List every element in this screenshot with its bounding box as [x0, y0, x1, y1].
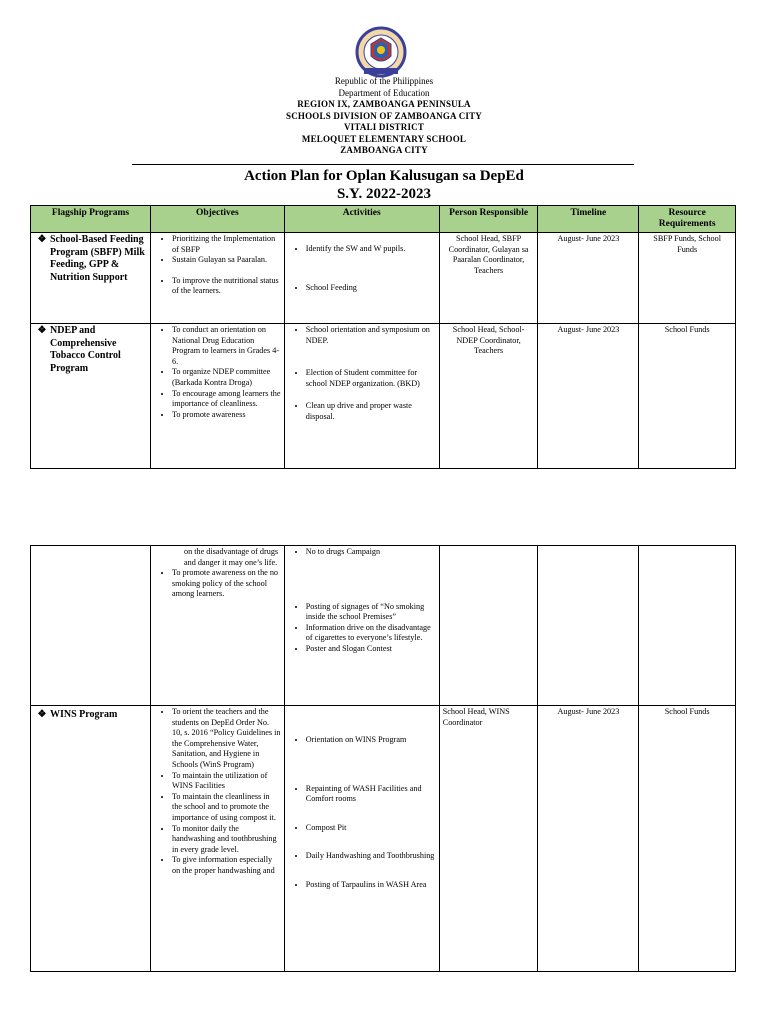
- resource-requirements: [639, 546, 736, 706]
- resource-requirements: School Funds: [639, 324, 736, 469]
- program-name: ❖ WINS Program: [34, 709, 147, 722]
- list-item: • No to drugs Campaign: [306, 547, 436, 558]
- column-header: Flagship Programs: [31, 206, 151, 233]
- resource-requirements: School Funds: [639, 706, 736, 972]
- objective-continued: on the disadvantage of drugs and danger it may one’s life.: [183, 547, 279, 567]
- header-district: VITALI DISTRICT: [343, 122, 425, 132]
- table-row: [31, 324, 736, 469]
- person-responsible: School Head, School-NDEP Coordinator, Teachers: [439, 324, 538, 469]
- column-header: Activities: [284, 206, 439, 233]
- list-item: • Clean up drive and proper waste disposal.: [306, 401, 436, 422]
- timeline: August- June 2023: [538, 233, 639, 324]
- list-item: • Orientation on WINS Program: [306, 735, 436, 746]
- title-line: Action Plan for Oplan Kalusugan sa DepEd: [244, 168, 524, 184]
- page-title: [0, 167, 768, 203]
- objectives-list: [154, 707, 281, 877]
- action-plan-table: [30, 205, 736, 469]
- list-item: • Posting of signages of “No smoking inside the school Premises”: [306, 602, 436, 623]
- list-item: • To conduct an orientation on National Drug Education Program to learners in Grades 4-6.: [172, 325, 281, 367]
- header-line: Republic of the Philippines: [334, 76, 434, 86]
- deped-seal-icon: [350, 26, 412, 78]
- list-item: • To orient the teachers and the students on DepEd Order No. 10, s. 2016 “Policy Guidelines in the Comprehensive Water, Sanitation, and Hygiene in Schools (WinS Program): [172, 707, 281, 771]
- diamond-bullet-icon: ❖: [37, 325, 47, 336]
- timeline: [538, 546, 639, 706]
- objectives-list: [154, 568, 281, 600]
- list-item: • To promote awareness: [172, 410, 281, 421]
- list-item: • Election of Student committee for school NDEP organization. (BKD): [306, 368, 436, 389]
- list-item: • Identify the SW and W pupils.: [306, 244, 436, 255]
- person-responsible: School Head, WINS Coordinator: [439, 706, 538, 972]
- list-item: • To encourage among learners the importance of cleanliness.: [172, 389, 281, 410]
- program-name: [31, 546, 151, 706]
- header-school: MELOQUET ELEMENTARY SCHOOL: [301, 133, 467, 144]
- list-item: • Compost Pit: [306, 823, 436, 834]
- action-plan-table-continued: [30, 545, 736, 972]
- list-item: • To maintain the cleanliness in the school and to promote the importance of using compost it.: [172, 792, 281, 824]
- table-header-row: [31, 206, 736, 233]
- column-header: Person Responsible: [439, 206, 538, 233]
- header-city: ZAMBOANGA CITY: [340, 145, 428, 155]
- list-item: • To improve the nutritional status of the learners.: [172, 276, 281, 297]
- list-item: • School orientation and symposium on NDEP.: [306, 325, 436, 346]
- table-row: [31, 233, 736, 324]
- table-row: [31, 706, 736, 972]
- resource-requirements: SBFP Funds, School Funds: [639, 233, 736, 324]
- list-item: • To promote awareness on the no smoking policy of the school among learners.: [172, 568, 281, 600]
- timeline: August- June 2023: [538, 324, 639, 469]
- list-item: • Posting of Tarpaulins in WASH Area: [306, 880, 436, 891]
- activities-list: [288, 735, 436, 891]
- school-year: S.Y. 2022-2023: [336, 186, 432, 202]
- list-item: • To monitor daily the handwashing and toothbrushing in every grade level.: [172, 824, 281, 856]
- list-item: • To maintain the utilization of WINS Facilities: [172, 771, 281, 792]
- list-item: • Poster and Slogan Contest: [306, 644, 436, 655]
- list-item: • To give information especially on the proper handwashing and: [172, 855, 281, 876]
- list-item: • School Feeding: [306, 283, 436, 294]
- person-responsible: [439, 546, 538, 706]
- header-division: SCHOOLS DIVISION OF ZAMBOANGA CITY: [286, 110, 482, 121]
- activities-list: [288, 244, 436, 293]
- program-name: ❖ NDEP and Comprehensive Tobacco Control Program: [34, 325, 147, 375]
- table-row: [31, 546, 736, 706]
- column-header: Objectives: [150, 206, 284, 233]
- header-divider: [132, 164, 634, 165]
- diamond-bullet-icon: ❖: [37, 709, 47, 720]
- activities-list: [288, 547, 436, 655]
- list-item: • To organize NDEP committee (Barkada Kontra Droga): [172, 367, 281, 388]
- list-item: • Daily Handwashing and Toothbrushing: [306, 851, 436, 862]
- objectives-list: [154, 325, 281, 420]
- objectives-list: [154, 234, 281, 297]
- diamond-bullet-icon: ❖: [37, 234, 47, 245]
- list-item: • Prioritizing the Implementation of SBFP: [172, 234, 281, 255]
- timeline: August- June 2023: [538, 706, 639, 972]
- program-name: ❖ School-Based Feeding Program (SBFP) Milk Feeding, GPP & Nutrition Support: [34, 234, 147, 284]
- list-item: • Sustain Gulayan sa Paaralan.: [172, 255, 281, 266]
- activities-list: [288, 325, 436, 423]
- column-header: Resource Requirements: [639, 206, 736, 233]
- column-header: Timeline: [538, 206, 639, 233]
- header-line: Department of Education: [338, 87, 430, 98]
- header-region: REGION IX, ZAMBOANGA PENINSULA: [297, 99, 471, 109]
- letterhead: [0, 76, 768, 157]
- list-item: • Repainting of WASH Facilities and Comfort rooms: [306, 784, 436, 805]
- person-responsible: School Head, SBFP Coordinator, Gulayan sa Paaralan Coordinator, Teachers: [439, 233, 538, 324]
- list-item: • Information drive on the disadvantage of cigarettes to everyone’s lifestyle.: [306, 623, 436, 644]
